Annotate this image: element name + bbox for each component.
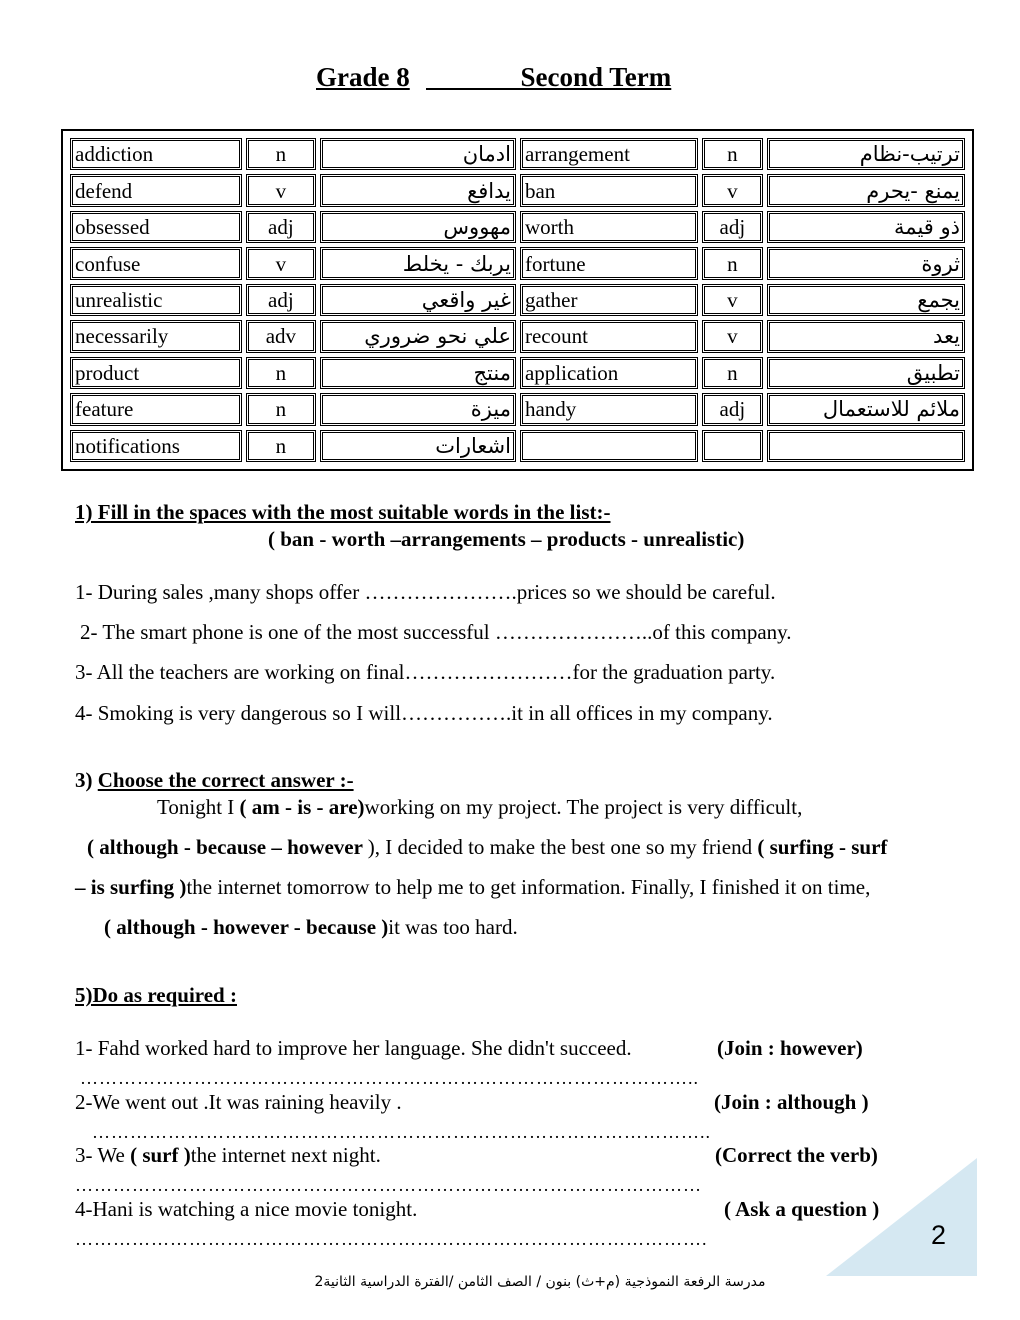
vocabulary-table — [61, 129, 974, 471]
question-4: 4-Hani is watching a nice movie tonight. — [75, 1197, 418, 1221]
section1-wordlist: ( ban - worth –arrangements – products - unrealistic) — [268, 527, 745, 551]
question-1: 1- Fahd worked hard to improve her language. She didn't succeed. — [75, 1036, 632, 1060]
arabic-cell: يجمع — [767, 284, 965, 316]
pos-cell: n — [702, 138, 764, 170]
pos-cell: n — [702, 247, 764, 279]
pos-cell: v — [702, 284, 764, 316]
word-cell: necessarily — [70, 320, 242, 352]
pos-cell: v — [702, 320, 764, 352]
pos-cell: adj — [702, 393, 764, 425]
section3-line-4-b: it was too hard. — [388, 915, 518, 939]
vocabulary-body — [70, 138, 965, 462]
word-cell: ban — [520, 174, 698, 206]
page-corner-triangle — [826, 1158, 977, 1276]
section1-item-2: 2- The smart phone is one of the most successful …………………..of this company. — [80, 620, 792, 644]
pos-cell: n — [702, 357, 764, 389]
arabic-cell: مهووس — [320, 211, 516, 243]
question-4-requirement: ( Ask a question ) — [724, 1197, 880, 1221]
choice-is-surfing: – is surfing ) — [75, 875, 187, 899]
question-3-a: 3- We — [75, 1143, 131, 1167]
arabic-cell: ثروة — [767, 247, 965, 279]
answer-line-4: ………………………………………………………………………………………. — [75, 1229, 708, 1249]
pos-cell: v — [246, 247, 317, 279]
vocab-row — [70, 430, 965, 463]
section3-line-3 — [75, 875, 870, 900]
choice-am-is-are: ( am - is - are) — [239, 795, 365, 819]
arabic-cell: يربك - يخلط — [320, 247, 516, 279]
pos-cell: n — [246, 393, 317, 425]
section3-heading — [75, 768, 354, 793]
question-1-requirement: (Join : however) — [717, 1036, 863, 1060]
section3-line-1-c: working on my project. The project is very difficult, — [364, 795, 803, 819]
arabic-cell: ترتيب-نظام — [767, 138, 965, 170]
word-cell: handy — [520, 393, 698, 425]
word-cell: fortune — [520, 247, 698, 279]
grade-title: Grade 8 — [316, 62, 410, 92]
vocab-row — [70, 211, 965, 243]
pos-cell — [702, 430, 764, 463]
section3-line-2-b: ), I decided to make the best one so my friend — [367, 835, 758, 859]
arabic-cell: ذو قيمة — [767, 211, 965, 243]
section1-item-3: 3- All the teachers are working on final……………………for the graduation party. — [75, 660, 776, 684]
question-3-c: the internet next night. — [190, 1143, 381, 1167]
section3-line-1 — [157, 795, 802, 820]
arabic-cell: يدافع — [320, 174, 516, 206]
section1-item-1: 1- During sales ,many shops offer ………………….prices so we should be careful. — [75, 580, 776, 604]
question-3 — [75, 1143, 381, 1168]
word-cell — [520, 430, 698, 463]
pos-cell: adj — [246, 211, 317, 243]
page-title — [0, 62, 1020, 96]
arabic-cell: ميزة — [320, 393, 516, 425]
vocab-row — [70, 320, 965, 352]
word-cell: feature — [70, 393, 242, 425]
answer-line-2: …………………………………………………………………………………….. — [92, 1122, 711, 1142]
pos-cell: v — [246, 174, 317, 206]
section3-line-3-b: the internet tomorrow to help me to get information. Finally, I finished it on time, — [186, 875, 871, 899]
section3-line-2 — [87, 835, 887, 860]
section3-line-4 — [104, 915, 518, 940]
section3-line-1-a: Tonight I — [157, 795, 240, 819]
question-3-requirement: (Correct the verb) — [715, 1143, 878, 1167]
word-cell: obsessed — [70, 211, 242, 243]
answer-line-3: ……………………………………………………………………………………… — [75, 1175, 702, 1195]
word-cell: defend — [70, 174, 242, 206]
question-3-verb: ( surf ) — [130, 1143, 191, 1167]
word-cell: worth — [520, 211, 698, 243]
section3-number: 3) — [75, 768, 98, 792]
pos-cell: adv — [246, 320, 317, 352]
corner-triangle-shape — [826, 1158, 977, 1276]
vocab-row — [70, 357, 965, 389]
arabic-cell: تطبيق — [767, 357, 965, 389]
footer-text: مدرسة الرفعة النموذجية (م+ث) بنون / الصف الثامن /الفترة الدراسية الثانية2 — [314, 1274, 766, 1290]
word-cell: product — [70, 357, 242, 389]
arabic-cell: غير واقعي — [320, 284, 516, 316]
choice-although-however-because: ( although - however - because ) — [104, 915, 389, 939]
choice-surfing-surf: ( surfing - surf — [757, 835, 888, 859]
term-title — [426, 62, 671, 93]
arabic-cell: علي نحو ضروري — [320, 320, 516, 352]
question-2: 2-We went out .It was raining heavily . — [75, 1090, 402, 1114]
word-cell: application — [520, 357, 698, 389]
answer-line-1: …………………………………………………………………………………….. — [80, 1068, 699, 1088]
pos-cell: adj — [702, 211, 764, 243]
section1-item-4: 4- Smoking is very dangerous so I will…………….it in all offices in my company. — [75, 701, 773, 725]
word-cell: recount — [520, 320, 698, 352]
word-cell: gather — [520, 284, 698, 316]
arabic-cell: ادمان — [320, 138, 516, 170]
word-cell: notifications — [70, 430, 242, 463]
vocab-row — [70, 138, 965, 170]
word-cell: unrealistic — [70, 284, 242, 316]
word-cell: arrangement — [520, 138, 698, 170]
term-text: Second Term — [520, 62, 672, 92]
vocab-row — [70, 284, 965, 316]
question-2-requirement: (Join : although ) — [714, 1090, 869, 1114]
arabic-cell: ملائم للاستعمال — [767, 393, 965, 425]
choice-although-because-however: ( although - because – however — [87, 835, 368, 859]
arabic-cell: اشعارات — [320, 430, 516, 463]
pos-cell: n — [246, 138, 317, 170]
pos-cell: n — [246, 357, 317, 389]
word-cell: addiction — [70, 138, 242, 170]
pos-cell: v — [702, 174, 764, 206]
section1-heading: 1) Fill in the spaces with the most suitable words in the list:- — [75, 500, 611, 524]
pos-cell: adj — [246, 284, 317, 316]
section5-heading: 5)Do as required : — [75, 983, 237, 1007]
arabic-cell: منتج — [320, 357, 516, 389]
vocab-row — [70, 174, 965, 206]
vocab-row — [70, 393, 965, 425]
arabic-cell: يعد — [767, 320, 965, 352]
section3-title: Choose the correct answer :- — [97, 768, 354, 792]
arabic-cell: يمنع -يحرم — [767, 174, 965, 206]
page-number: 2 — [931, 1220, 947, 1250]
vocab-row — [70, 247, 965, 279]
arabic-cell — [767, 430, 965, 463]
word-cell: confuse — [70, 247, 242, 279]
pos-cell: n — [246, 430, 317, 463]
